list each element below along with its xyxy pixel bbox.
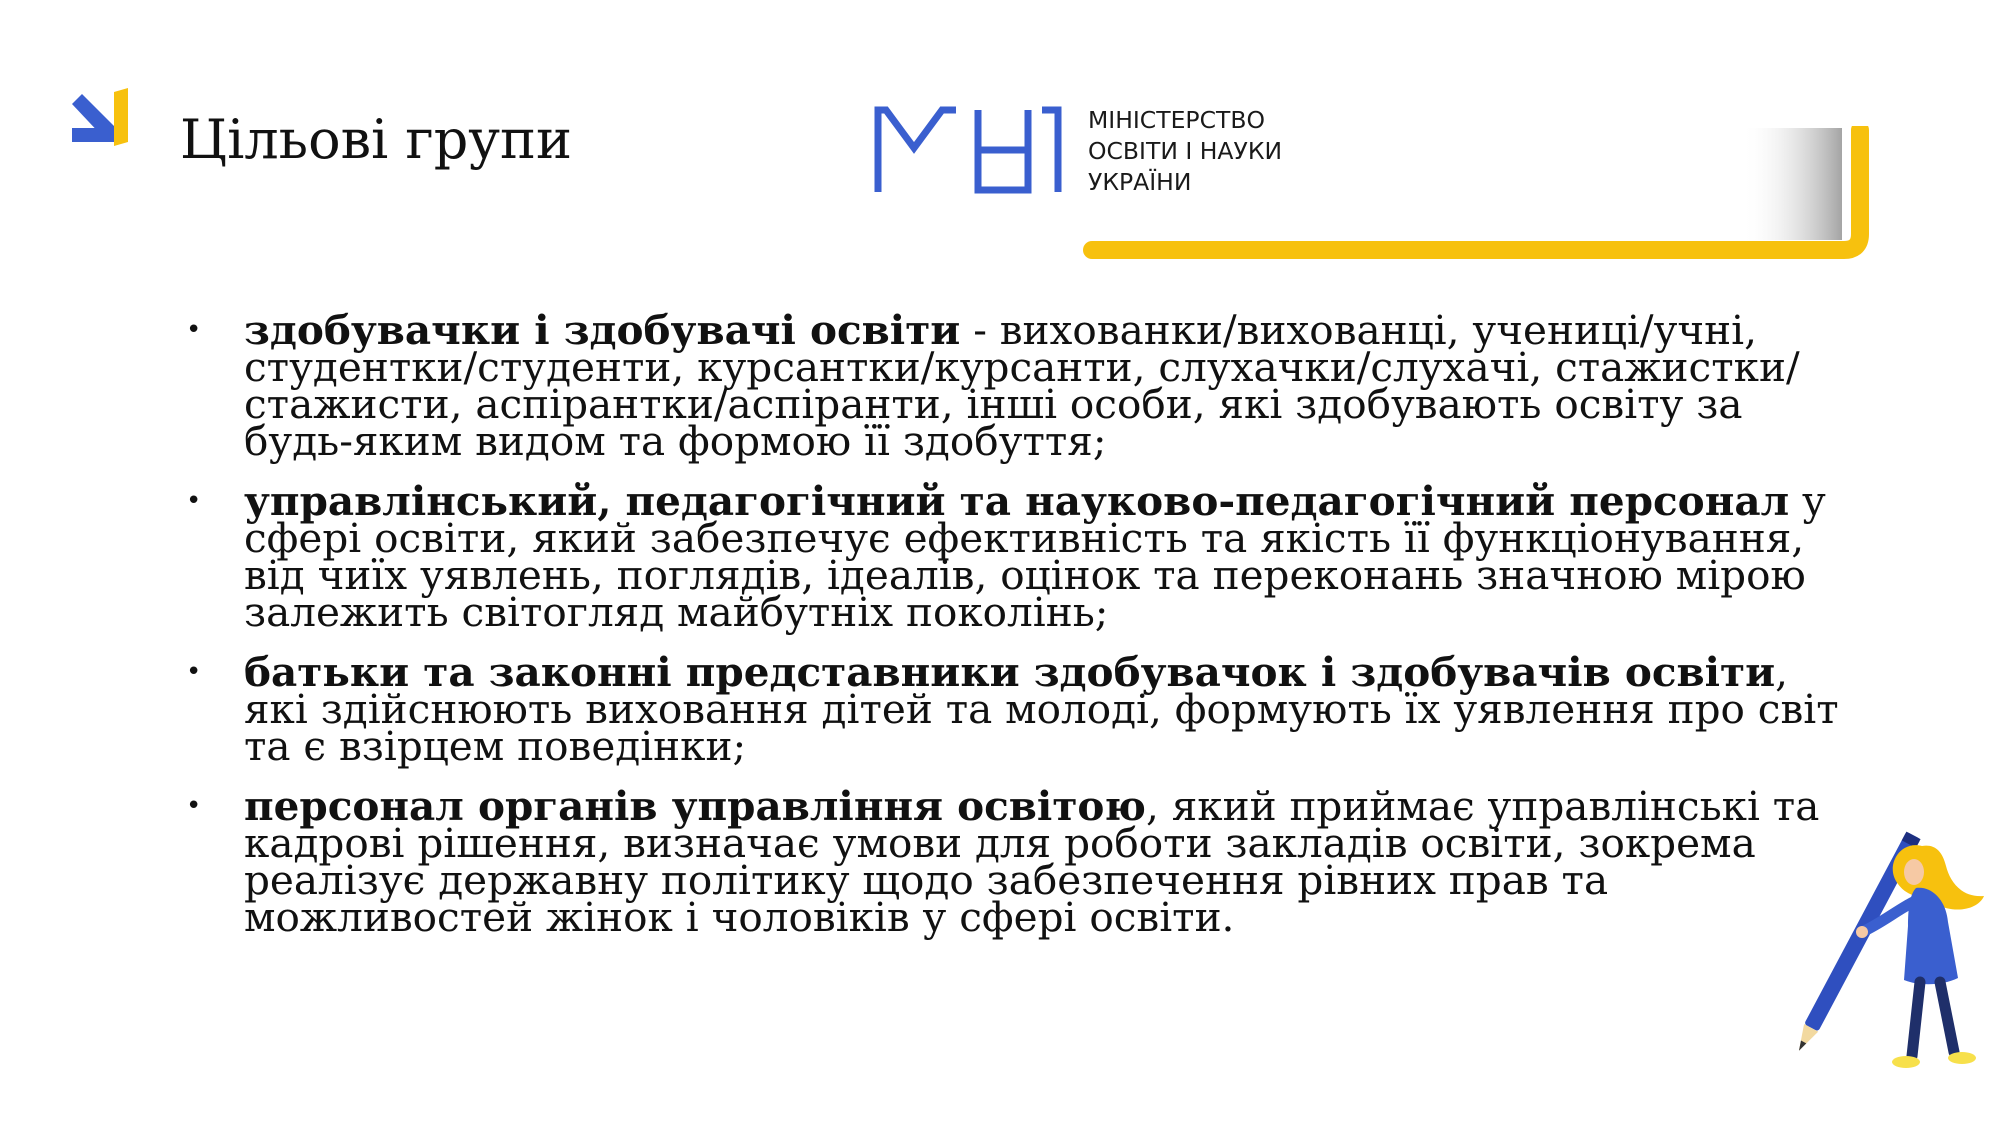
ministry-name-line3: УКРАЇНИ — [1088, 168, 1192, 196]
slide-title: Цільові групи — [180, 108, 573, 171]
list-item-text: , які здійснюють виховання дітей та молоді, формують їх уявлення про світ та є взірцем поведінки; — [244, 648, 1839, 770]
mon-logo-icon — [870, 104, 1070, 196]
list-item-bold: здобувачки і здобувачі освіти — [244, 306, 961, 354]
list-item-text: , який приймає управлінські та кадрові рішення, визначає умови для роботи закладів освіти, зокрема реалізує державну політику щодо забезпечення рівних прав та можливостей жінок і чоловіків у сфері освіти. — [244, 782, 1820, 941]
list-item — [184, 306, 1864, 465]
bullet-icon: • — [186, 315, 202, 345]
bullet-icon: • — [186, 657, 202, 687]
list-item — [184, 782, 1864, 941]
list-item-bold: персонал органів управління освітою — [244, 782, 1146, 830]
list-item-bold: батьки та законні представники здобувачок і здобувачів освіти — [244, 648, 1776, 696]
list-item — [184, 477, 1864, 636]
woman-with-pencil-illustration — [1772, 826, 1992, 1076]
ministry-name-line1: МІНІСТЕРСТВО — [1088, 106, 1265, 134]
list-item-text: у сфері освіти, який забезпечує ефективність та якість її функціонування, від чиїх уявлень, поглядів, ідеалів, оцінок та переконань значною мірою залежить світогляд майбутніх поколінь; — [244, 477, 1826, 636]
yellow-frame-decoration — [1082, 126, 1870, 262]
corner-arrow-logo-icon — [68, 86, 130, 148]
bullet-icon: • — [186, 791, 202, 821]
list-item — [184, 648, 1864, 770]
bullet-icon: • — [186, 486, 202, 516]
list-item-text: - вихованки/вихованці, учениці/учні, студентки/студенти, курсантки/курсанти, слухачки/слухачі, стажистки/стажисти, аспірантки/аспіранти, інші особи, які здобувають освіту за будь-яким видом та формою її здобуття; — [244, 306, 1800, 465]
ministry-name-line2: ОСВІТИ І НАУКИ — [1088, 137, 1283, 165]
list-item-bold: управлінський, педагогічний та науково-педагогічний персонал — [244, 477, 1790, 525]
target-groups-list — [184, 306, 1864, 959]
